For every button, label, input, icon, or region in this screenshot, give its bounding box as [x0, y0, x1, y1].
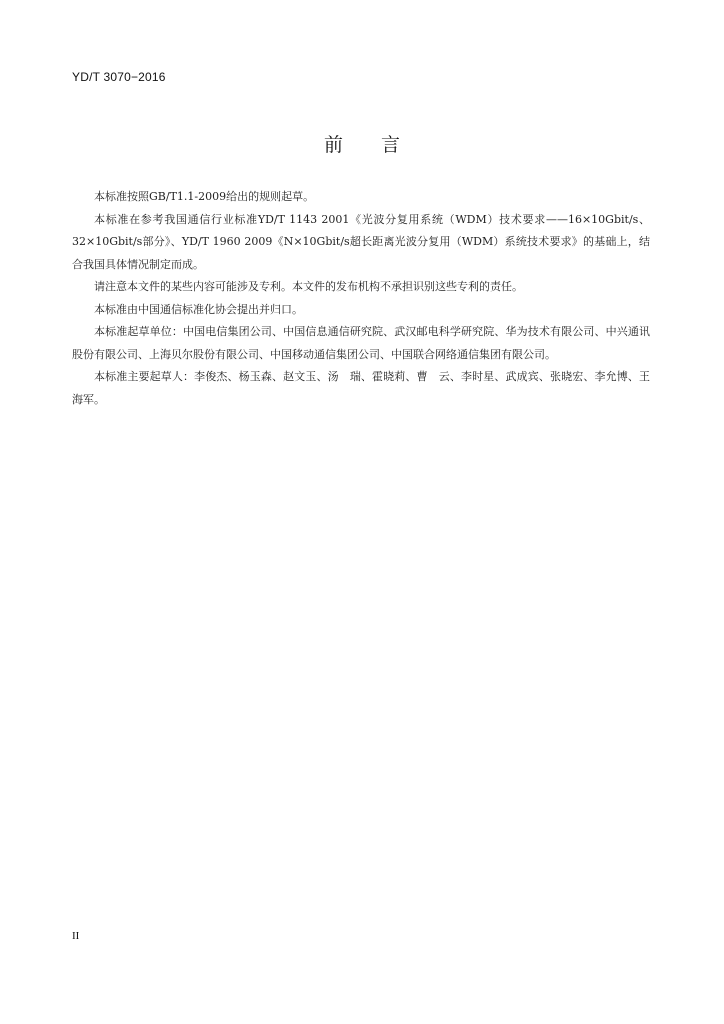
title-char-1: 前 — [323, 134, 343, 156]
paragraph-drafting-units: 本标准起草单位：中国电信集团公司、中国信息通信研究院、武汉邮电科学研究院、华为技术有限公司、中兴通讯股份有限公司、上海贝尔股份有限公司、中国移动通信集团公司、中国联合网络通信集团有限公司。 — [72, 325, 650, 361]
paragraph-drafters: 本标准主要起草人：李俊杰、杨玉森、赵文玉、汤 瑞、霍晓莉、曹 云、李时星、武成宾、张晓宏、李允博、王海军。 — [72, 370, 650, 406]
title-char-2: 言 — [381, 134, 401, 156]
page-title — [0, 130, 724, 157]
paragraph-drafting-rules: 本标准按照GB/T1.1-2009给出的规则起草。 — [94, 190, 315, 203]
foreword-body — [72, 186, 650, 411]
paragraph-patent-notice: 请注意本文件的某些内容可能涉及专利。本文件的发布机构不承担识别这些专利的责任。 — [94, 280, 523, 293]
standard-code: YD/T 3070−2016 — [72, 70, 166, 84]
paragraph-proposer: 本标准由中国通信标准化协会提出并归口。 — [94, 302, 303, 316]
paragraph-reference-standards: 本标准在参考我国通信行业标准YD/T 1143 2001《光波分复用系统（WDM）技术要求——16×10Gbit/s、32×10Gbit/s部分》、YD/T 1960 2009《N×10Gbit/s超长距离光波分复用（WDM）系统技术要求》的基础上，结合我国具体情况制定而成。 — [72, 212, 650, 271]
page-number: II — [72, 930, 80, 942]
